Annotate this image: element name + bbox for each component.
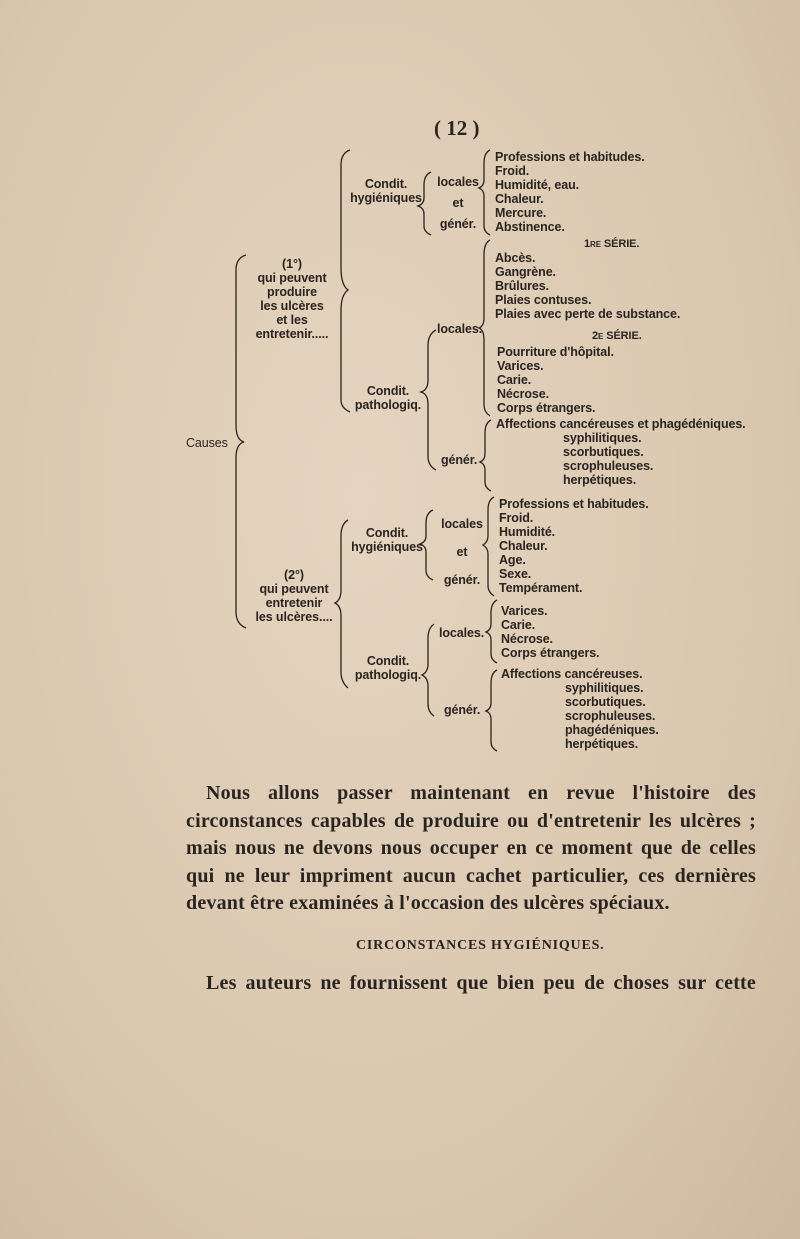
serie2-title: 2e SÉRIE.: [592, 330, 642, 342]
list-item: Varices.: [497, 359, 544, 373]
hyg1-label: [348, 177, 424, 205]
list-item: Age.: [499, 553, 526, 567]
list-item: Nécrose.: [497, 387, 550, 401]
path1-gener-items: [563, 431, 653, 487]
section-heading: CIRCONSTANCES HYGIÉNIQUES.: [356, 938, 605, 953]
path2-gener-label: génér.: [444, 703, 481, 717]
list-item: scorbutiques.: [563, 445, 644, 459]
path1-label-line: pathologiq.: [354, 398, 422, 412]
hyg1-items: [495, 150, 645, 234]
hyg2-sublabel-line: et: [456, 545, 468, 559]
continuation-text: Les auteurs ne fournissent que bien peu de choses sur cette: [206, 972, 756, 994]
path1-gener-brace: [480, 420, 491, 491]
list-item: scrophuleuses.: [563, 459, 654, 473]
path1-gener-first: Affections cancéreuses et phagédéniques.: [496, 417, 746, 431]
list-item: Chaleur.: [499, 539, 548, 553]
hyg1-sublabel-line: et: [452, 196, 464, 210]
list-item: Humidité.: [499, 525, 556, 539]
path2-locales-items: [501, 604, 599, 660]
list-item: syphilitiques.: [563, 431, 642, 445]
list-item: Abstinence.: [495, 220, 565, 234]
hyg2-sublabel-line: locales: [441, 517, 483, 531]
group2-label-line: qui peuvent: [259, 582, 329, 596]
list-item: Corps étrangers.: [497, 401, 596, 415]
serie2-items: [497, 345, 614, 415]
list-item: Varices.: [501, 604, 548, 618]
list-item: Brûlures.: [495, 279, 549, 293]
path2-gener-first: Affections cancéreuses.: [501, 667, 643, 681]
causes-label: Causes: [186, 436, 228, 450]
continuation-paragraph: [186, 970, 756, 998]
path2-label-line: Condit.: [366, 654, 410, 668]
group1-label-line: et les: [276, 313, 308, 327]
list-item: Carie.: [501, 618, 536, 632]
list-item: Plaies contuses.: [495, 293, 592, 307]
hyg2-sublabel: [436, 510, 488, 594]
group1-label-line: produire: [267, 285, 317, 299]
group2-label-line: les ulcères....: [255, 610, 333, 624]
list-item: Pourriture d'hôpital.: [497, 345, 614, 359]
path2-locales-label: locales.: [439, 626, 485, 640]
list-item: phagédéniques.: [565, 723, 659, 737]
hyg2-sublabel-line: génér.: [443, 573, 481, 587]
list-item: Corps étrangers.: [501, 646, 600, 660]
list-item: Mercure.: [495, 206, 547, 220]
list-item: Froid.: [499, 511, 534, 525]
path1-gener-label: génér.: [441, 453, 478, 467]
group1-label-line: entretenir.....: [255, 327, 329, 341]
path2-label: [348, 654, 428, 682]
hyg1-sublabel-line: génér.: [439, 217, 477, 231]
hyg2-label-line: Condit.: [365, 526, 409, 540]
serie1-items: [495, 251, 680, 321]
hyg1-label-line: Condit.: [364, 177, 408, 191]
path2-label-line: pathologiq.: [354, 668, 422, 682]
group2-label-line: entretenir: [265, 596, 323, 610]
list-item: herpétiques.: [563, 473, 637, 487]
group1-label: [246, 257, 338, 341]
list-item: syphilitiques.: [565, 681, 644, 695]
list-item: Professions et habitudes.: [495, 150, 645, 164]
group1-label-line: (1°): [282, 257, 302, 271]
path1-label-line: Condit.: [366, 384, 410, 398]
list-item: Professions et habitudes.: [499, 497, 649, 511]
list-item: Abcès.: [495, 251, 536, 265]
group1-label-line: qui peuvent: [257, 271, 327, 285]
serie1-title: 1re SÉRIE.: [584, 238, 640, 250]
causes-brace: [236, 255, 246, 628]
list-item: Gangrène.: [495, 265, 556, 279]
list-item: Sexe.: [499, 567, 532, 581]
page-number: ( 12 ): [434, 116, 480, 140]
hyg1-sublabel: [432, 172, 484, 235]
list-item: Nécrose.: [501, 632, 554, 646]
path1-label: [350, 384, 426, 412]
paragraph-text: Nous allons passer maintenant en revue l'histoire des circonstances capables de produire ou d'entretenir les ulcères ; mais nous ne devons nous occuper en ce moment que de celles qui ne leur impriment aucun cachet particulier, ces dernières devant être examinées à l'occasion des ulcères spéciaux.: [186, 782, 756, 914]
path1-locales-label: locales.: [437, 322, 483, 336]
body-paragraph: [186, 780, 756, 918]
path2-locales-brace: [486, 600, 497, 663]
group2-label-line: (2°): [284, 568, 304, 582]
list-item: herpétiques.: [565, 737, 639, 751]
list-item: Tempérament.: [499, 581, 583, 595]
list-item: scorbutiques.: [565, 695, 646, 709]
list-item: scrophuleuses.: [565, 709, 656, 723]
hyg2-items: [499, 497, 649, 595]
path2-gener-brace: [486, 670, 497, 751]
hyg2-label: [348, 526, 426, 554]
list-item: Plaies avec perte de substance.: [495, 307, 681, 321]
hyg1-label-line: hygiéniques: [350, 191, 422, 205]
group2-label: [246, 568, 342, 624]
list-item: Chaleur.: [495, 192, 544, 206]
list-item: Froid.: [495, 164, 530, 178]
group1-label-line: les ulcères: [260, 299, 324, 313]
list-item: Humidité, eau.: [495, 178, 580, 192]
list-item: Carie.: [497, 373, 532, 387]
hyg1-sublabel-line: locales: [437, 175, 479, 189]
hyg2-label-line: hygiéniques: [351, 540, 423, 554]
path2-gener-items: [565, 681, 659, 751]
